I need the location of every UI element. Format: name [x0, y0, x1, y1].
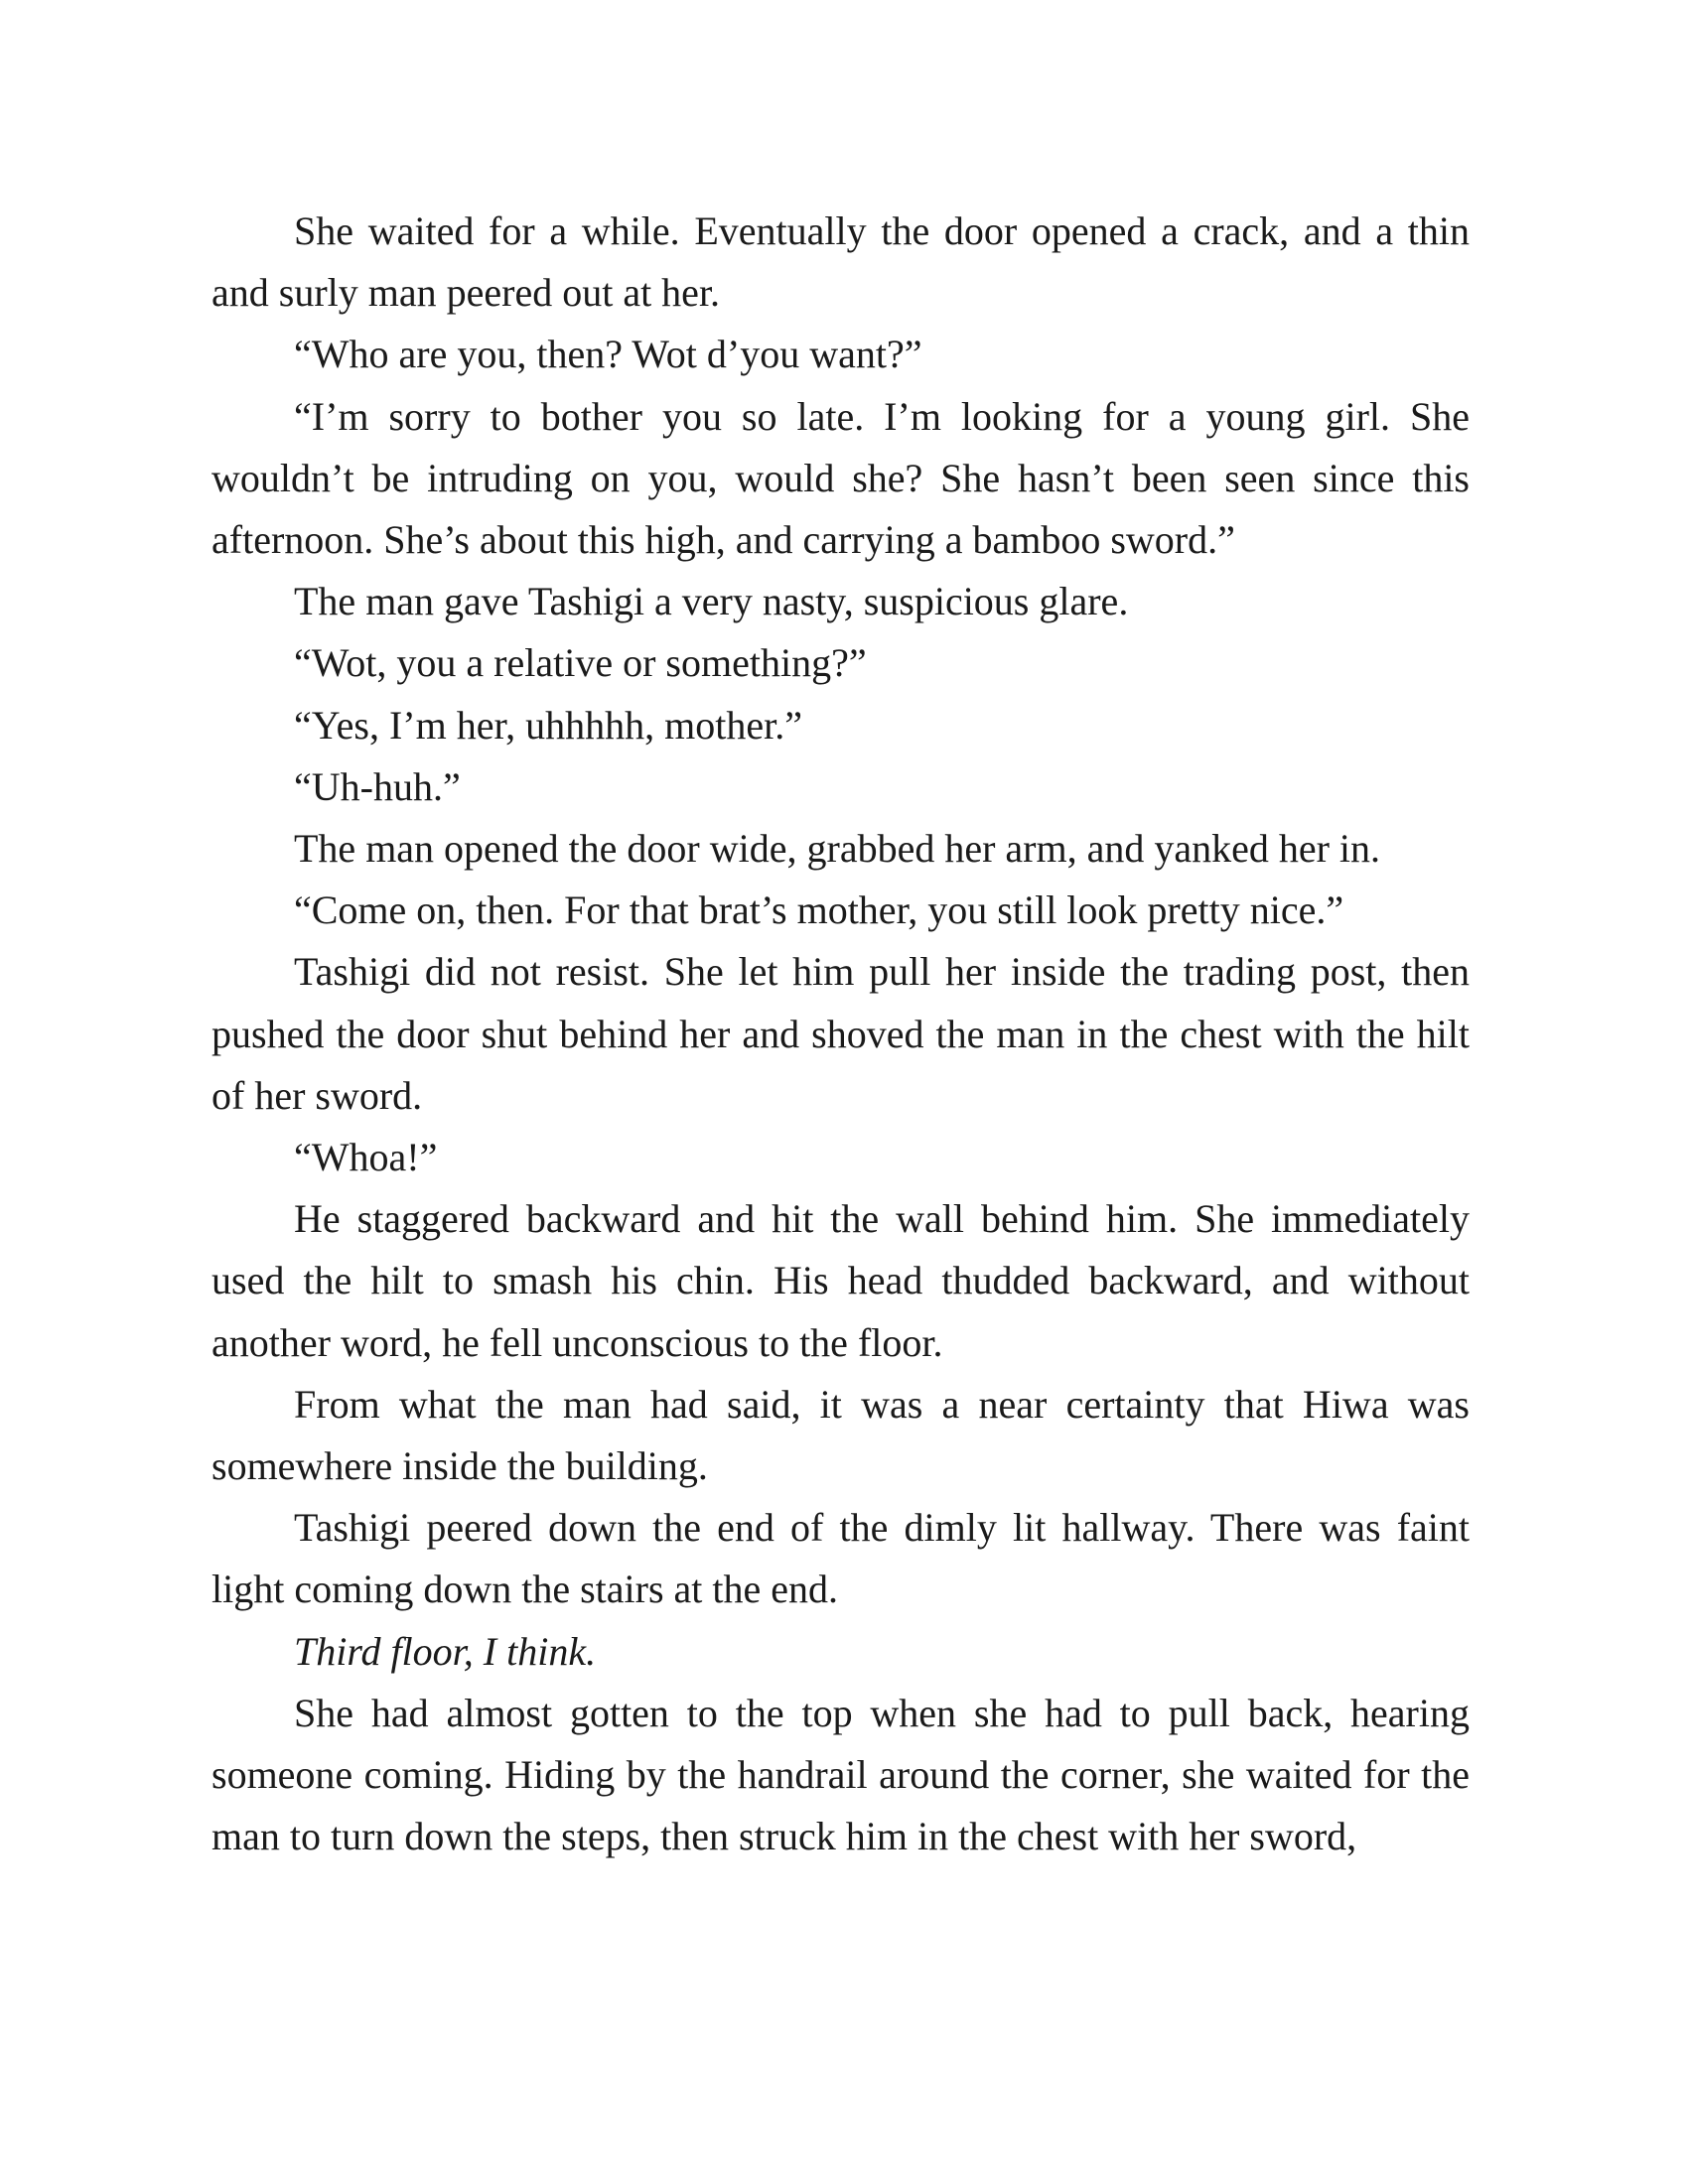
paragraph: “Come on, then. For that brat’s mother, you still look pretty nice.” [294, 887, 1344, 933]
book-page-text [211, 201, 1470, 1867]
paragraph: “I’m sorry to bother you so late. I’m looking for a young girl. She wouldn’t be intruding on you, would she? She hasn’t been seen since this afternoon. She’s about this high, and carrying a bamboo sword.” [211, 393, 1470, 563]
paragraph: The man opened the door wide, grabbed her arm, and yanked her in. [294, 826, 1381, 872]
paragraph: “Yes, I’m her, uhhhhh, mother.” [294, 702, 803, 748]
italic-thought: Third floor, I think. [294, 1628, 597, 1674]
paragraph: She had almost gotten to the top when she had to pull back, hearing someone coming. Hiding by the handrail around the corner, she waited for the man to turn down the steps, then struck him in the chest with her sword, [211, 1690, 1470, 1859]
paragraph: “Whoa!” [294, 1135, 438, 1180]
paragraph: He staggered backward and hit the wall behind him. She immediately used the hilt to smash his chin. His head thudded backward, and without another word, he fell unconscious to the floor. [211, 1196, 1470, 1365]
paragraph: “Uh-huh.” [294, 763, 461, 809]
paragraph: “Who are you, then? Wot d’you want?” [294, 332, 922, 377]
paragraph: She waited for a while. Eventually the door opened a crack, and a thin and surly man peered out at her. [211, 208, 1470, 316]
paragraph: The man gave Tashigi a very nasty, suspicious glare. [294, 579, 1129, 624]
paragraph: From what the man had said, it was a near certainty that Hiwa was somewhere inside the building. [211, 1381, 1470, 1489]
paragraph: Tashigi did not resist. She let him pull her inside the trading post, then pushed the door shut behind her and shoved the man in the chest with the hilt of her sword. [211, 949, 1470, 1118]
paragraph: “Wot, you a relative or something?” [294, 640, 867, 686]
paragraph: Tashigi peered down the end of the dimly lit hallway. There was faint light coming down the stairs at the end. [211, 1505, 1470, 1612]
